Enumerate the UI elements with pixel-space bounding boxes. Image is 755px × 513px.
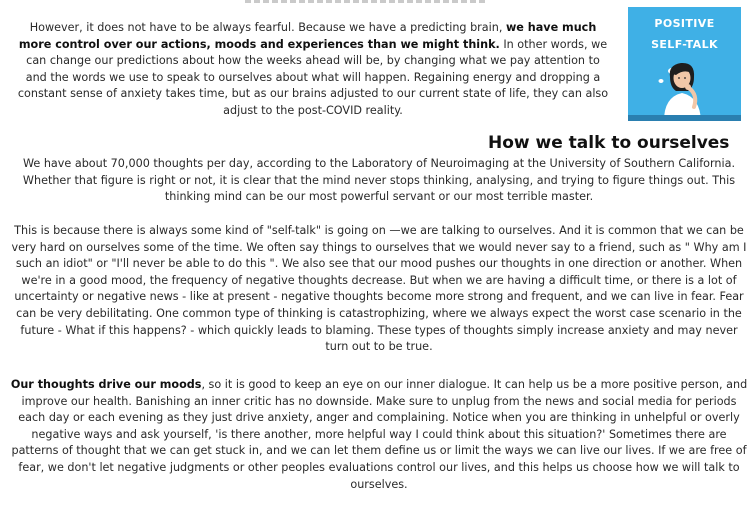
thoughts-drive-moods-text: , so it is good to keep an eye on our inner dialogue. It can help us be a more positive person, and improve our health. Banishing an inner critic has no downside. Make sure to unplug from the news and social media for periods each day or each evening as they just drive anxiety, anger and complaining. Notice when you are thinking in unhelpful or overly negative ways and ask yourself, 'is there another, more helpful way I could think about this situation?' Sometimes there are patterns of thought that we can get stuck in, and we can let them define us or limit the ways we can live our lives. If we are free of fear, we don't let negative judgments or other peoples evaluations control our lives, and this helps us choose how we will talk to ourselves. (11, 378, 748, 491)
section-heading: How we talk to ourselves (488, 133, 730, 153)
intro-text-2: In other words, we can change our predictions about how the weeks ahead will be, by changing what we pay attention to and the words we use to speak to ourselves about what will happen. Regaining energy and dropping a constant sense of anxiety takes time, but as our brains adjusted to our current state of life, they can also adjust to the post-COVID reality. (17, 37, 609, 117)
positive-self-talk-poster (628, 7, 741, 121)
paragraph-thoughts-per-day: We have about 70,000 thoughts per day, according to the Laboratory of Neuroimaging at the University of Southern California. Whether that figure is right or not, it is clear that the mind never stops thinking, analysing, and trying to figure things out. This thinking mind can be our most powerful servant or our most terrible master. (22, 157, 736, 204)
poster-title-line2: SELF-TALK (651, 38, 718, 51)
thoughts-drive-moods-bold: Our thoughts drive our moods (10, 378, 202, 391)
poster-title-line1: POSITIVE (654, 17, 715, 30)
paragraph-self-talk: This is because there is always some kind of "self-talk" is going on —we are talking to ourselves. And it is common that we can be very hard on ourselves some of the time. We often say things to ourselves that we would never say to a friend, such as " Why am I such an idiot" or "I'll never be able to do this ". We also see that our mood pushes our thoughts in one direction or another. When we're in a good mood, the frequency of negative thoughts decrease. But when we are having a difficult time, or there is a lot of uncertainty or negative news - like at present - negative thoughts become more strong and frequent, and we can live in fear. Fear can be very debilitating. One common type of thinking is catastrophizing, where we always expect the worst case scenario in the future - What if this happens? - which quickly leads to blaming. These types of thoughts simply increase anxiety and may never turn out to be true. (11, 224, 747, 354)
paragraph-thoughts-drive-moods (10, 377, 748, 493)
intro-bold-text: we have much more control over our actions, moods and experiences than we might think. (18, 21, 597, 51)
cut-off-text-line (245, 0, 485, 3)
intro-paragraph (14, 20, 612, 120)
intro-text-1: However, it does not have to be always fearful. Because we have a predicting brain, (29, 21, 506, 34)
